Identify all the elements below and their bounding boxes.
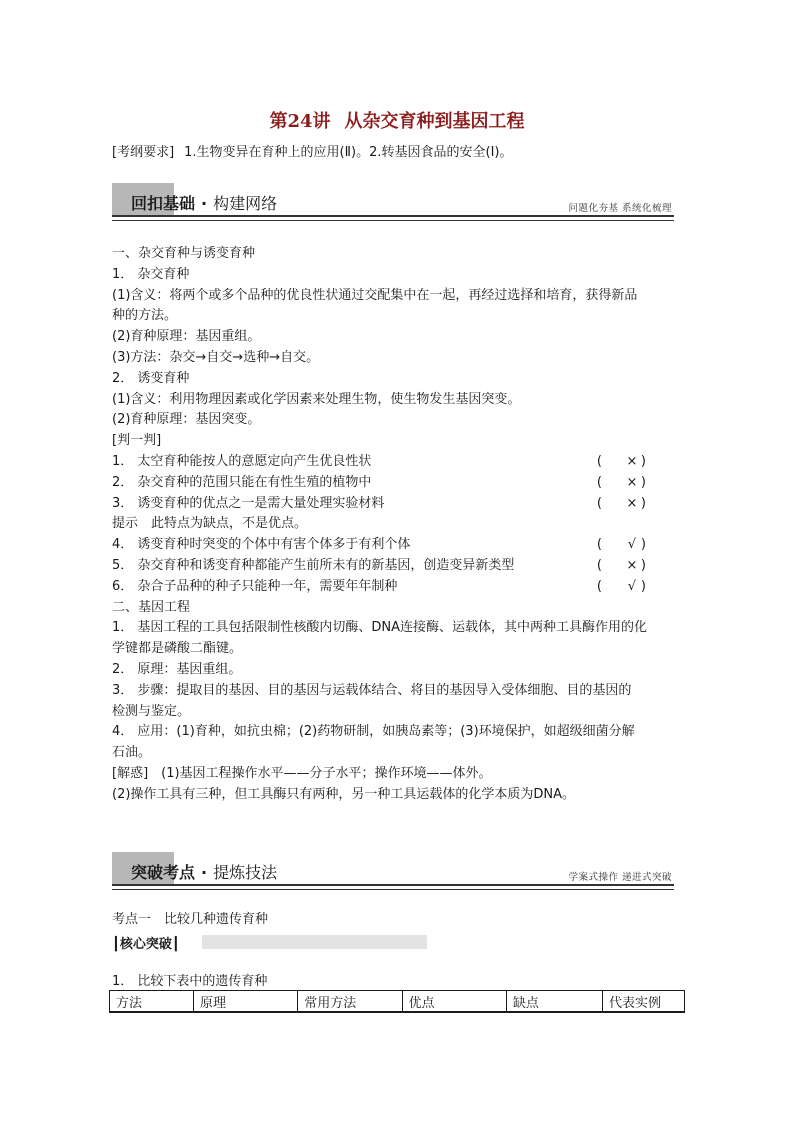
text-line: 学键都是磷酸二酯键。 [112,641,243,657]
exam-requirements [112,141,512,160]
column-header: 优点 [402,991,506,1013]
text-line: 二、基因工程 [112,599,191,615]
judgment-text: 4． 诱变育种时突变的个体中有害个体多于有利个体 [112,537,411,553]
text-line: 石油。 [112,745,152,761]
section-title-sub: 构建网络 [213,194,278,213]
section-banner-breakthrough: 突破考点 · 提炼技法 学案式操作 递进式突破 [112,852,674,886]
column-header: 缺点 [506,991,602,1013]
content-body [112,244,684,806]
text-line: (3)方法：杂交→自交→选种→自交。 [112,349,320,365]
section-banner-basics: 回扣基础 · 构建网络 问题化夯基 系统化梳理 [112,183,674,217]
text-line: 检测与鉴定。 [112,703,191,719]
text-line: [判一判] [112,433,162,449]
judgment-item [112,452,684,473]
text-line: (2)操作工具有三种，但工具酶只有两种，另一种工具运载体的化学本质为DNA。 [112,786,576,802]
judgment-text: 3． 诱变育种的优点之一是需大量处理实验材料 [112,495,385,511]
text-line: (2)育种原理：基因突变。 [112,412,261,428]
text-line: (2)育种原理：基因重组。 [112,329,261,345]
section-title-sub: 提炼技法 [213,863,278,882]
table-intro: 1． 比较下表中的遗传育种 [112,974,268,989]
judgment-text: 6． 杂合子品种的种子只能种一年，需要年年制种 [112,578,398,594]
section-title-main: 回扣基础 [131,194,196,213]
judgment-item [112,473,684,494]
lecture-topic: 从杂交育种到基因工程 [344,111,525,132]
requirements-label: [考纲要求] [112,145,175,160]
text-line: (1)含义：利用物理因素或化学因素来处理生物，使生物发生基因突变。 [112,391,521,407]
judgment-text: 5． 杂交育种和诱变育种都能产生前所未有的新基因，创造变异新类型 [112,557,515,573]
column-header: 方法 [110,991,194,1013]
page-title [0,107,794,133]
judgment-mark: ( √ ) [596,537,646,553]
text-line: 一、杂交育种与诱变育种 [112,246,256,261]
text-line: (1)含义：将两个或多个品种的优良性状通过交配集中在一起，再经过选择和培育，获得新品 [112,287,638,303]
judgment-mark: ( × ) [596,474,646,490]
judgment-mark: ( × ) [596,495,646,511]
text-line: 2． 原理：基因重组。 [112,661,242,677]
column-header: 代表实例 [602,991,684,1013]
text-line: 1． 基因工程的工具包括限制性核酸内切酶、DNA连接酶、运载体，其中两种工具酶作用的化 [112,620,648,636]
table-header-row [110,991,685,1013]
hint-line: 提示 此特点为缺点，不是优点。 [112,516,308,532]
column-header: 原理 [194,991,298,1013]
section-tagline: 问题化夯基 系统化梳理 [568,203,672,214]
judgment-item [112,556,684,577]
judgment-mark: ( × ) [596,557,646,573]
judgment-item [112,494,684,515]
judgment-mark: ( √ ) [596,578,646,594]
text-line: 种的方法。 [112,308,178,324]
judgment-text: 1． 太空育种能按人的意愿定向产生优良性状 [112,453,372,469]
judgment-item [112,535,684,556]
exam-point-title: 考点一 比较几种遗传育种 [112,912,269,927]
lecture-number: 第24讲 [269,111,331,132]
requirements-text: 1.生物变异在育种上的应用(Ⅱ)。2.转基因食品的安全(Ⅰ)。 [184,145,513,160]
text-line: 1． 杂交育种 [112,266,190,282]
column-header: 常用方法 [298,991,402,1013]
section-tagline: 学案式操作 递进式突破 [568,872,672,883]
text-line: [解惑] (1)基因工程操作水平——分子水平；操作环境——体外。 [112,765,492,781]
judgment-mark: ( × ) [596,453,646,469]
text-line: 3． 步骤：提取目的基因、目的基因与运载体结合、将目的基因导入受体细胞、目的基因的 [112,682,632,698]
section-title-main: 突破考点 [131,863,196,882]
text-line: 2． 诱变育种 [112,370,190,386]
judgment-text: 2． 杂交育种的范围只能在有性生殖的植物中 [112,474,372,490]
breeding-comparison-table [109,990,685,1013]
judgment-item [112,577,684,598]
text-line: 4． 应用：(1)育种，如抗虫棉；(2)药物研制，如胰岛素等；(3)环境保护，如超级细菌分解 [112,724,635,740]
core-breakthrough-label: ┃核心突破┃ [112,933,427,950]
